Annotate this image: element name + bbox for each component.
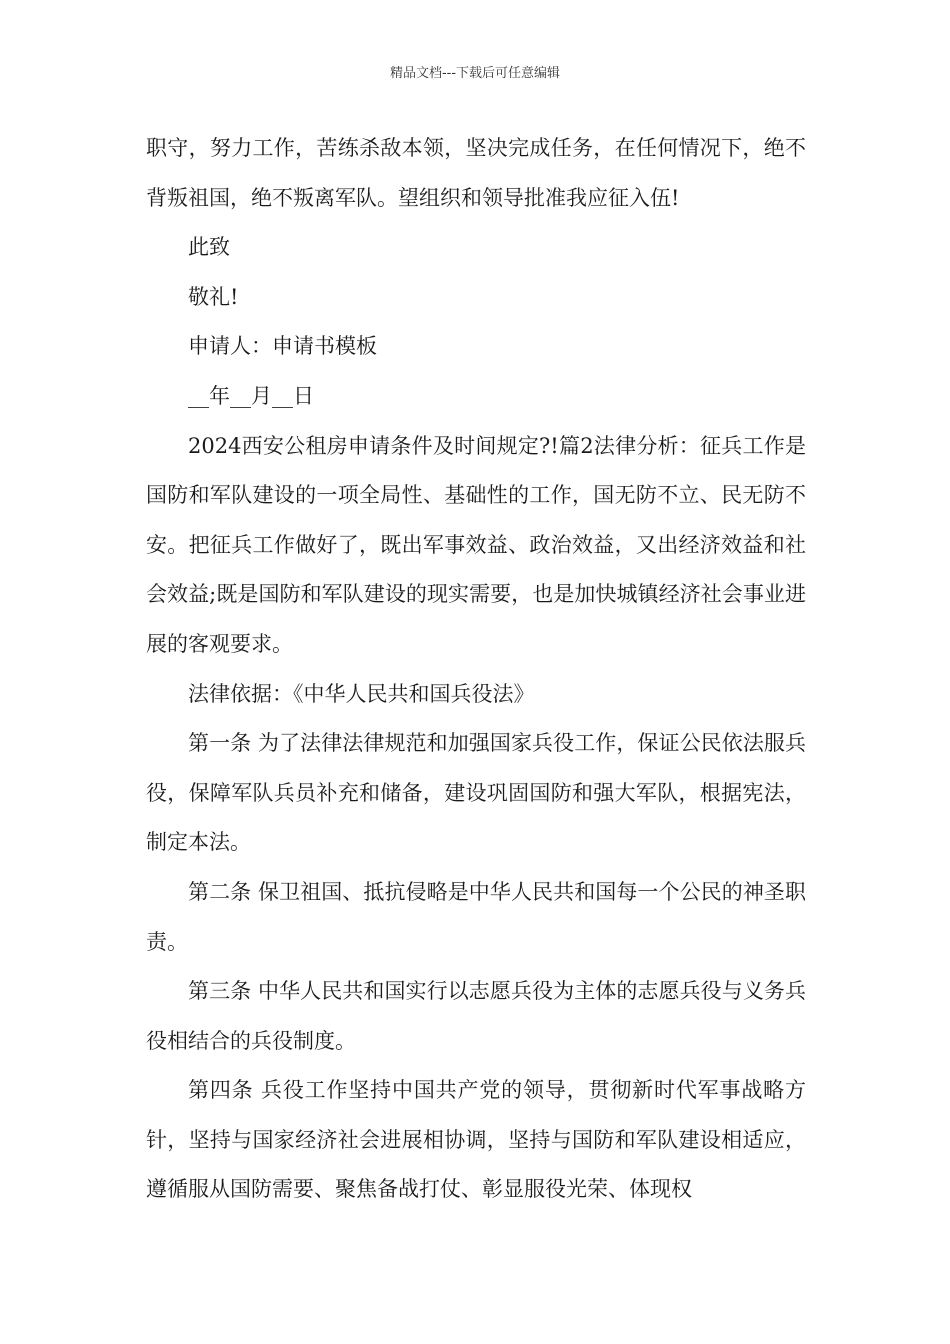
paragraph-legal-basis: 法律依据：《中华人民共和国兵役法》 bbox=[188, 681, 535, 706]
paragraph-legal-analysis: 2024西安公租房申请条件及时间规定?!篇2法律分析：征兵工作是国防和军队建设的一项全局性、基础性的工作，国无防不立、民无防不安。把征兵工作做好了，既出军事效益、政治效益，又出经济效益和社会效益;既是国防和军队建设的现实需要，也是加快城镇经济社会事业进展的客观要求。 bbox=[146, 433, 806, 656]
paragraph-continuation: 职守，努力工作，苦练杀敌本领，坚决完成任务，在任何情况下，绝不背叛祖国，绝不叛离军队。望组织和领导批准我应征入伍! bbox=[146, 136, 806, 210]
paragraph-salutation: 此致 bbox=[188, 235, 230, 260]
paragraph-date: __年__月__日 bbox=[188, 383, 314, 408]
paragraph-article-1: 第一条 为了法律法律规范和加强国家兵役工作，保证公民依法服兵役，保障军队兵员补充和储备，建设巩固国防和强大军队，根据宪法，制定本法。 bbox=[146, 731, 806, 855]
paragraph-article-2: 第二条 保卫祖国、抵抗侵略是中华人民共和国每一个公民的神圣职责。 bbox=[146, 879, 806, 954]
paragraph-applicant: 申请人：申请书模板 bbox=[188, 334, 377, 359]
paragraph-article-3: 第三条 中华人民共和国实行以志愿兵役为主体的志愿兵役与义务兵役相结合的兵役制度。 bbox=[146, 979, 806, 1053]
paragraph-regards: 敬礼! bbox=[188, 284, 239, 309]
document-body bbox=[146, 124, 806, 1215]
paragraph-article-4: 第四条 兵役工作坚持中国共产党的领导，贯彻新时代军事战略方针，坚持与国家经济社会进展相协调，坚持与国防和军队建设相适应，遵循服从国防需要、聚焦备战打仗、彰显服役光荣、体现权 bbox=[146, 1078, 806, 1202]
page-header: 精品文档---下载后可任意编辑 bbox=[389, 66, 561, 81]
